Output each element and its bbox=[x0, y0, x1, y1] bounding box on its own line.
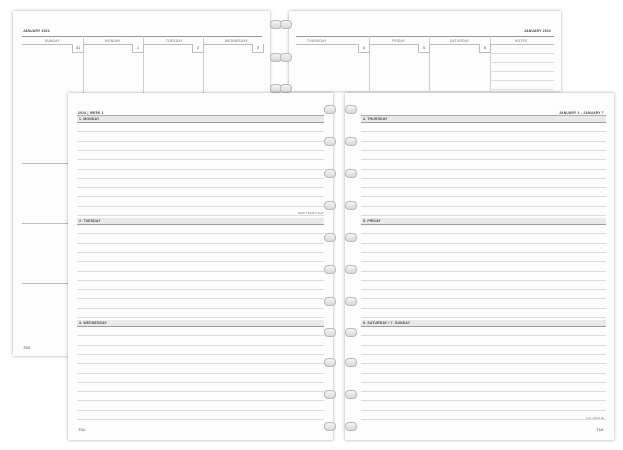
ruled-line bbox=[361, 345, 606, 346]
binder-disc bbox=[324, 105, 336, 114]
binder-disc bbox=[345, 233, 357, 242]
back-left-date: 3 bbox=[252, 44, 264, 53]
ruled-line bbox=[77, 159, 324, 160]
ruled-line bbox=[77, 131, 324, 132]
front-right-header: JANUARY 1 - JANUARY 7 bbox=[559, 111, 604, 115]
ruled-line bbox=[77, 243, 324, 244]
ruled-line bbox=[361, 215, 606, 216]
back-right-date: 5 bbox=[418, 44, 430, 53]
back-left-header: JANUARY 2024 bbox=[23, 29, 50, 33]
binder-disc bbox=[324, 422, 336, 431]
back-right-date: 4 bbox=[358, 44, 370, 53]
binder-disc bbox=[324, 201, 336, 210]
front-left-logo: TUL bbox=[78, 427, 86, 432]
back-left-date: 2 bbox=[192, 44, 204, 53]
ruled-line bbox=[77, 261, 324, 262]
ruled-line bbox=[361, 243, 606, 244]
ruled-line bbox=[361, 317, 606, 318]
ruled-line bbox=[361, 419, 606, 420]
ruled-line bbox=[77, 419, 324, 420]
ruled-line bbox=[77, 271, 324, 272]
front-left-header: 2024 | WEEK 1 bbox=[78, 111, 104, 115]
binder-disc bbox=[280, 84, 292, 93]
ruled-line bbox=[77, 400, 324, 401]
ruled-line bbox=[361, 373, 606, 374]
ruled-line bbox=[361, 308, 606, 309]
ruled-line bbox=[361, 410, 606, 411]
binder-disc bbox=[324, 328, 336, 337]
binder-disc bbox=[345, 105, 357, 114]
front-left-day-label: 3. WEDNESDAY bbox=[79, 321, 107, 325]
ruled-line bbox=[361, 187, 606, 188]
front-right-day-label: 5. FRIDAY bbox=[363, 219, 381, 223]
ruled-line bbox=[77, 373, 324, 374]
back-right-date: 6 bbox=[479, 44, 491, 53]
ruled-line bbox=[361, 382, 606, 383]
back-left-logo: TUL bbox=[23, 345, 31, 350]
back-right-header: JANUARY 2024 bbox=[524, 29, 551, 33]
binder-disc bbox=[324, 169, 336, 178]
ruled-line bbox=[77, 215, 324, 216]
ruled-line bbox=[361, 131, 606, 132]
back-left-day-label: TUESDAY bbox=[166, 39, 183, 43]
front-right-day-bar bbox=[361, 218, 606, 225]
ruled-line bbox=[361, 169, 606, 170]
notes-line bbox=[490, 53, 554, 54]
ruled-line bbox=[77, 187, 324, 188]
ruled-line bbox=[77, 150, 324, 151]
ruled-line bbox=[361, 354, 606, 355]
front-left-day-label: 1. MONDAY bbox=[79, 117, 100, 121]
ruled-line bbox=[361, 280, 606, 281]
ruled-line bbox=[361, 159, 606, 160]
back-left-day-label: WEDNESDAY bbox=[225, 39, 249, 43]
binder-disc bbox=[345, 390, 357, 399]
binder-disc bbox=[324, 297, 336, 306]
ruled-line bbox=[361, 141, 606, 142]
notes-line bbox=[490, 80, 554, 81]
ruled-line bbox=[77, 206, 324, 207]
ruled-line bbox=[361, 271, 606, 272]
binder-disc bbox=[345, 297, 357, 306]
ruled-line bbox=[77, 252, 324, 253]
front-left-day-bar bbox=[77, 218, 324, 225]
ruled-line bbox=[77, 317, 324, 318]
front-left-day-label: 2. TUESDAY bbox=[79, 219, 101, 223]
ruled-line bbox=[77, 363, 324, 364]
notes-line bbox=[490, 62, 554, 63]
binder-disc bbox=[345, 201, 357, 210]
ruled-line bbox=[77, 280, 324, 281]
ruled-line bbox=[77, 298, 324, 299]
ruled-line bbox=[361, 400, 606, 401]
ruled-line bbox=[361, 196, 606, 197]
binder-disc bbox=[324, 233, 336, 242]
binder-disc bbox=[345, 358, 357, 367]
back-left-day-label: MONDAY bbox=[105, 39, 121, 43]
back-right-day-label: THURSDAY bbox=[307, 39, 327, 43]
ruled-line bbox=[77, 289, 324, 290]
back-left-date: 31 bbox=[72, 44, 84, 53]
front-right-day-bar bbox=[361, 320, 606, 327]
ruled-line bbox=[361, 233, 606, 234]
ruled-line bbox=[77, 141, 324, 142]
ruled-line bbox=[361, 150, 606, 151]
ruled-line bbox=[361, 178, 606, 179]
ruled-line bbox=[77, 391, 324, 392]
ruled-line bbox=[77, 354, 324, 355]
binder-disc bbox=[280, 53, 292, 62]
ruled-line bbox=[77, 233, 324, 234]
back-right-day-label: SATURDAY bbox=[450, 39, 470, 43]
front-right-logo: TUL bbox=[596, 427, 604, 432]
notes-line bbox=[490, 71, 554, 72]
ruled-line bbox=[361, 206, 606, 207]
back-right-day-label: FRIDAY bbox=[392, 39, 406, 43]
ruled-line bbox=[77, 196, 324, 197]
front-left-page bbox=[68, 93, 333, 440]
binder-disc bbox=[324, 390, 336, 399]
front-left-day-bar bbox=[77, 320, 324, 327]
back-left-header-rule bbox=[22, 36, 262, 37]
ruled-line bbox=[77, 178, 324, 179]
back-right-header-rule bbox=[296, 36, 554, 37]
back-left-day-label: SUNDAY bbox=[45, 39, 60, 43]
ruled-line bbox=[77, 308, 324, 309]
ruled-line bbox=[77, 169, 324, 170]
front-right-day-label: 6. SATURDAY / 7. SUNDAY bbox=[363, 321, 411, 325]
ruled-line bbox=[361, 363, 606, 364]
ruled-line bbox=[77, 345, 324, 346]
ruled-line bbox=[361, 391, 606, 392]
ruled-line bbox=[77, 335, 324, 336]
ruled-line bbox=[361, 298, 606, 299]
front-right-day-bar bbox=[361, 116, 606, 123]
back-left-date: 1 bbox=[132, 44, 144, 53]
ruled-line bbox=[361, 252, 606, 253]
ruled-line bbox=[361, 335, 606, 336]
ruled-line bbox=[77, 410, 324, 411]
ruled-line bbox=[361, 261, 606, 262]
front-right-day-label: 4. THURSDAY bbox=[363, 117, 388, 121]
binder-disc bbox=[345, 169, 357, 178]
binder-disc bbox=[345, 328, 357, 337]
ruled-line bbox=[361, 289, 606, 290]
front-left-day-bar bbox=[77, 116, 324, 123]
binder-disc bbox=[280, 20, 292, 29]
binder-disc bbox=[345, 137, 357, 146]
binder-disc bbox=[324, 265, 336, 274]
binder-disc bbox=[324, 358, 336, 367]
ruled-line bbox=[77, 382, 324, 383]
back-right-page bbox=[289, 11, 561, 91]
binder-disc bbox=[324, 137, 336, 146]
front-left-holiday-note: NEW YEAR'S DAY bbox=[298, 212, 325, 215]
binder-disc bbox=[345, 265, 357, 274]
front-right-page bbox=[345, 93, 614, 440]
binder-disc bbox=[345, 422, 357, 431]
back-right-notes-label: NOTES bbox=[515, 39, 528, 43]
notes-line bbox=[490, 89, 554, 90]
